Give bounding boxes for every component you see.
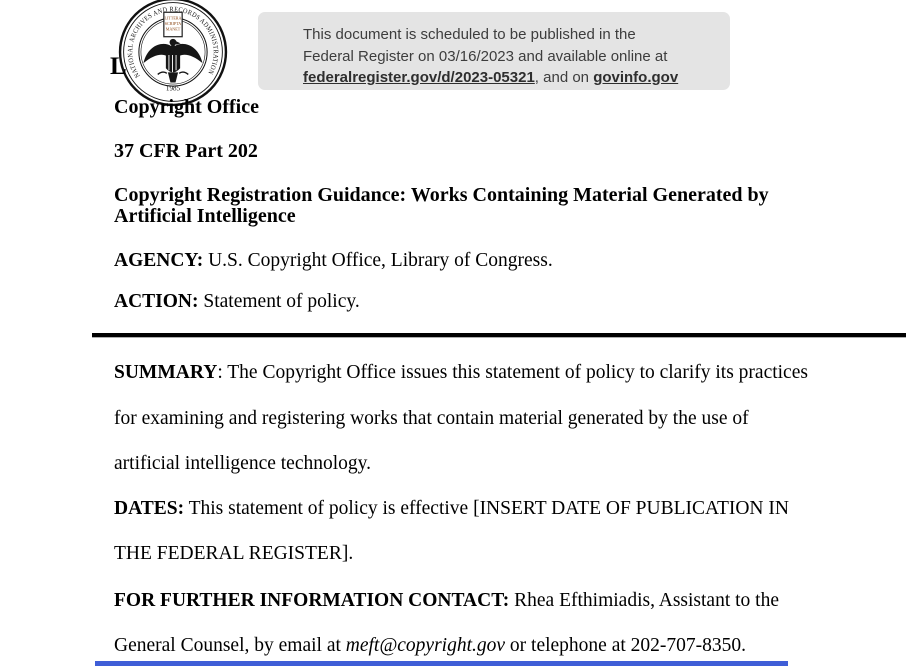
dates-label: DATES:	[114, 498, 185, 519]
publication-banner	[258, 12, 730, 90]
office-heading: Copyright Office	[114, 96, 259, 118]
bottom-blue-bar	[95, 661, 788, 666]
summary-line3: artificial intelligence technology.	[114, 453, 372, 474]
dates-text: This statement of policy is effective [INSERT DATE OF PUBLICATION IN	[184, 498, 789, 519]
banner-line1: This document is scheduled to be published in the	[303, 26, 636, 43]
banner-mid-text: , and on	[534, 69, 594, 86]
summary-label: SUMMARY	[114, 362, 218, 383]
agency-label: AGENCY:	[114, 250, 204, 271]
contact-line1	[114, 590, 779, 612]
section-divider	[92, 333, 906, 338]
summary-line2: for examining and registering works that contain material generated by the use of	[114, 408, 749, 429]
federalregister-link[interactable]: federalregister.gov/d/2023-05321	[303, 69, 535, 86]
svg-text:LITTERA: LITTERA	[164, 15, 182, 21]
summary-line1	[114, 362, 808, 384]
doc-title-line1: Copyright Registration Guidance: Works Containing Material Generated by	[114, 184, 769, 206]
contact-line2-pre: General Counsel, by email at	[114, 635, 346, 656]
doc-title-line2: Artificial Intelligence	[114, 205, 296, 227]
agency-text: U.S. Copyright Office, Library of Congress.	[203, 250, 553, 271]
svg-text:MANET: MANET	[165, 26, 181, 32]
nara-seal-icon	[117, 0, 229, 107]
contact-line2	[114, 635, 746, 657]
dates-line2: THE FEDERAL REGISTER].	[114, 543, 354, 564]
action-text: Statement of policy.	[198, 291, 360, 312]
dates-line1	[114, 498, 789, 520]
banner-line3	[303, 67, 720, 89]
contact-text: Rhea Efthimiadis, Assistant to the	[509, 590, 779, 611]
agency-line	[114, 250, 553, 272]
summary-text: : The Copyright Office issues this statement of policy to clarify its practices	[217, 362, 808, 383]
govinfo-link[interactable]: govinfo.gov	[593, 69, 679, 86]
action-label: ACTION:	[114, 291, 199, 312]
cfr-part-heading: 37 CFR Part 202	[114, 140, 258, 162]
contact-label: FOR FURTHER INFORMATION CONTACT:	[114, 590, 510, 611]
seal-ring-text: NATIONAL ARCHIVES AND RECORDS ADMINISTRATION	[127, 6, 219, 79]
seal-year: 1985	[165, 84, 181, 93]
seal-tablet	[164, 12, 182, 36]
library-heading-partial: L	[110, 53, 127, 80]
contact-email: meft@copyright.gov	[345, 635, 506, 656]
svg-text:SCRIPTA: SCRIPTA	[164, 21, 182, 26]
contact-line2-post: or telephone at 202-707-8350.	[505, 635, 747, 656]
banner-line2: Federal Register on 03/16/2023 and available online at	[303, 47, 668, 65]
action-line	[114, 291, 360, 313]
